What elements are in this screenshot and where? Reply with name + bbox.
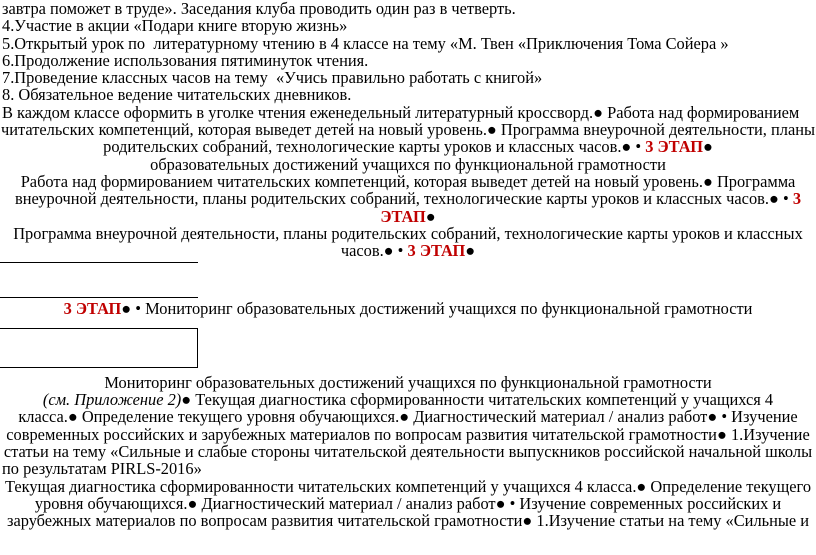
paragraph-line bbox=[0, 242, 816, 259]
stage-label: 3 ЭТАП bbox=[407, 241, 466, 261]
paragraph-line: статьи на тему «Сильные и слабые стороны читательской деятельности выпускников российской начальной школы bbox=[3, 441, 813, 461]
paragraph-line bbox=[0, 138, 816, 155]
section-title: Мониторинг образовательных достижений учащихся по функциональной грамотности bbox=[104, 372, 712, 392]
stage-label: ЭТАП bbox=[380, 206, 426, 226]
paragraph-line: В каждом классе оформить в уголке чтения еженедельный литературный кроссворд.● Работа над формированием bbox=[2, 102, 800, 122]
paragraph-line: Работа над формированием читательских компетенций, которая выведет детей на новый уровень.● Программа bbox=[20, 171, 796, 191]
stage-label: 3 bbox=[792, 189, 802, 209]
paragraph-line: зарубежных материалов по вопросам развития читательской грамотности● 1.Изучение статьи на тему «Сильные и bbox=[6, 511, 810, 531]
paragraph-line: образовательных достижений учащихся по функциональной грамотности bbox=[150, 154, 666, 174]
paragraph-line bbox=[0, 190, 816, 207]
paragraph-line: современных российских и зарубежных материалов по вопросам развития читательской грамотности● 1.Изучение bbox=[6, 424, 810, 444]
bullet-text: ● bbox=[425, 206, 436, 226]
text-run: ● Текущая диагностика сформированности читательских компетенций у учащихся 4 bbox=[181, 390, 774, 410]
text-run: родительских собраний, технологические карты уроков и классных часов.● • bbox=[103, 137, 646, 157]
paragraph-line bbox=[0, 208, 816, 225]
paragraph-line: Текущая диагностика сформированности читательских компетенций у учащихся 4 класса.● Определение текущего bbox=[4, 476, 812, 496]
list-item: завтра поможет в труде». Заседания клуба проводить один раз в четверть. bbox=[2, 0, 516, 18]
stage-label: 3 ЭТАП bbox=[63, 299, 122, 319]
paragraph-line: класса.● Определение текущего уровня обучающихся.● Диагностический материал / анализ работ● • Изучение bbox=[18, 407, 798, 427]
list-item: 6.Продолжение использования пятиминуток чтения. bbox=[2, 50, 369, 70]
text-run: часов.● • bbox=[340, 241, 408, 261]
text-run: внеурочной деятельности, планы родительских собраний, технологические карты уроков и классных часов.● • bbox=[14, 189, 793, 209]
paragraph-line: читательских компетенций, которая выведет детей на новый уровень.● Программа внеурочной деятельности, планы bbox=[0, 120, 816, 140]
bullet-text: ● bbox=[702, 137, 713, 157]
bullet-text: ● bbox=[465, 241, 476, 261]
table-cell-box bbox=[0, 328, 198, 368]
spacer bbox=[0, 263, 816, 297]
appendix-ref: (см. Приложение 2) bbox=[42, 390, 182, 410]
paragraph-line bbox=[0, 391, 816, 408]
paragraph-line: по результатам PIRLS-2016» bbox=[2, 459, 202, 479]
list-item: 5.Открытый урок по литературному чтению в 4 классе на тему «М. Твен «Приключения Тома Сойера » bbox=[2, 33, 729, 53]
paragraph-line: Программа внеурочной деятельности, планы родительских собраний, технологические карты уроков и классных bbox=[13, 223, 803, 243]
paragraph-line: уровня обучающихся.● Диагностический материал / анализ работ● • Изучение современных российских и bbox=[34, 493, 782, 513]
stage-label: 3 ЭТАП bbox=[645, 137, 703, 157]
stage-heading-text: ● • Мониторинг образовательных достижений учащихся по функциональной грамотности bbox=[121, 299, 753, 319]
list-item: 4.Участие в акции «Подари книге вторую жизнь» bbox=[2, 16, 348, 36]
list-item: 8. Обязательное ведение читательских дневников. bbox=[2, 85, 352, 105]
list-item: 7.Проведение классных часов на тему «Учись правильно работать с книгой» bbox=[2, 68, 543, 88]
table-border bbox=[0, 297, 198, 298]
stage-heading bbox=[0, 300, 816, 317]
